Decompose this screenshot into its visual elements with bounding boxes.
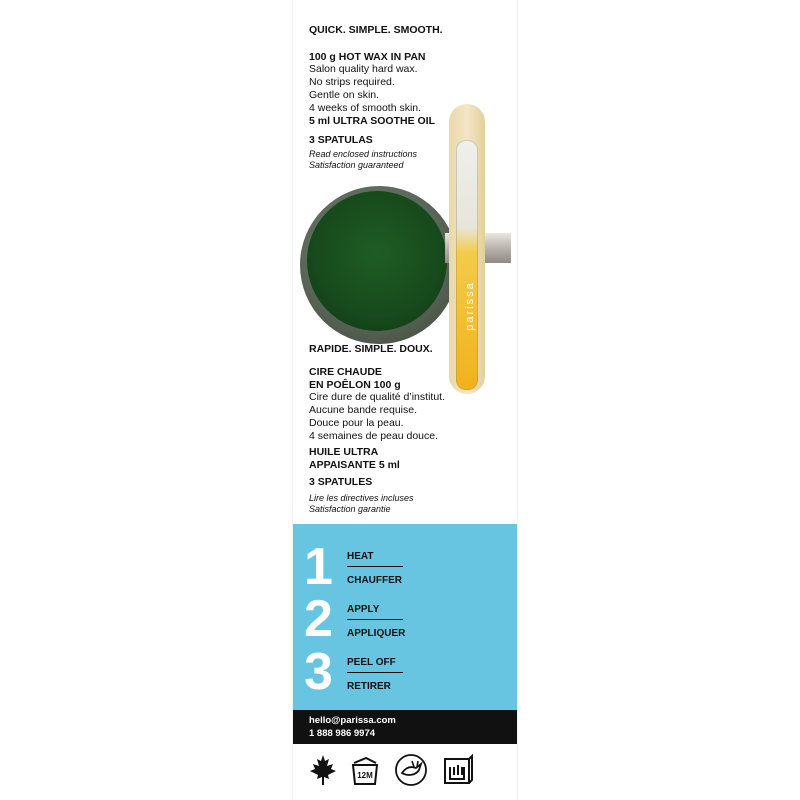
en-line: Salon quality hard wax. xyxy=(309,63,418,75)
contact-email[interactable]: hello@parissa.com xyxy=(309,715,396,726)
fr-lines xyxy=(309,391,445,443)
fr-product-line: CIRE CHAUDE xyxy=(309,366,382,378)
fr-line: Douce pour la peau. xyxy=(309,417,404,429)
period-after-opening-icon xyxy=(348,753,382,787)
fr-product-line: EN POÊLON 100 g xyxy=(309,379,401,391)
step-1 xyxy=(347,551,403,586)
period-label: 12M xyxy=(357,771,373,780)
contact-bar xyxy=(293,710,517,744)
step-1-number: 1 xyxy=(304,538,333,596)
en-line: No strips required. xyxy=(309,76,395,88)
fr-line: Cire dure de qualité d’institut. xyxy=(309,391,445,403)
leaping-bunny-icon xyxy=(394,753,428,787)
brand-logo: parissa xyxy=(464,281,476,331)
step-3-en: PEEL OFF xyxy=(347,657,403,673)
recycle-box-icon xyxy=(441,753,475,787)
fr-spatulas: 3 SPATULES xyxy=(309,476,373,488)
contact-phone[interactable]: 1 888 986 9974 xyxy=(309,728,376,739)
fr-heading: RAPIDE. SIMPLE. DOUX. xyxy=(309,343,433,355)
wax-surface xyxy=(307,191,447,331)
step-3-number: 3 xyxy=(304,643,333,701)
en-lines xyxy=(309,63,421,115)
en-line: 4 weeks of smooth skin. xyxy=(309,102,422,114)
fr-line: 4 semaines de peau douce. xyxy=(309,430,439,442)
step-2-fr: APPLIQUER xyxy=(347,628,406,639)
fr-oil-line: HUILE ULTRA xyxy=(309,446,379,458)
step-2 xyxy=(347,604,406,639)
fr-oil-line: APPAISANTE 5 ml xyxy=(309,459,400,471)
en-oil: 5 ml ULTRA SOOTHE OIL xyxy=(309,115,436,127)
oil-vial xyxy=(456,140,478,390)
fr-line: Aucune bande requise. xyxy=(309,404,417,416)
fr-note: Lire les directives incluses xyxy=(309,493,414,503)
step-3-fr: RETIRER xyxy=(347,681,391,692)
fr-notes xyxy=(309,493,414,515)
step-1-en: HEAT xyxy=(347,551,403,567)
en-heading: QUICK. SIMPLE. SMOOTH. xyxy=(309,24,443,36)
step-2-en: APPLY xyxy=(347,604,403,620)
en-spatulas: 3 SPATULAS xyxy=(309,134,373,146)
en-note: Read enclosed instructions xyxy=(309,149,418,159)
en-product: 100 g HOT WAX IN PAN xyxy=(309,51,426,63)
en-line: Gentle on skin. xyxy=(309,89,380,101)
en-note: Satisfaction guaranteed xyxy=(309,160,404,170)
step-1-fr: CHAUFFER xyxy=(347,575,402,586)
step-3 xyxy=(347,657,403,692)
fr-product xyxy=(309,366,401,392)
fr-oil xyxy=(309,446,400,472)
maple-leaf-icon xyxy=(306,753,340,787)
en-notes xyxy=(309,149,417,171)
step-2-number: 2 xyxy=(304,590,333,648)
fr-note: Satisfaction garantie xyxy=(309,504,391,514)
